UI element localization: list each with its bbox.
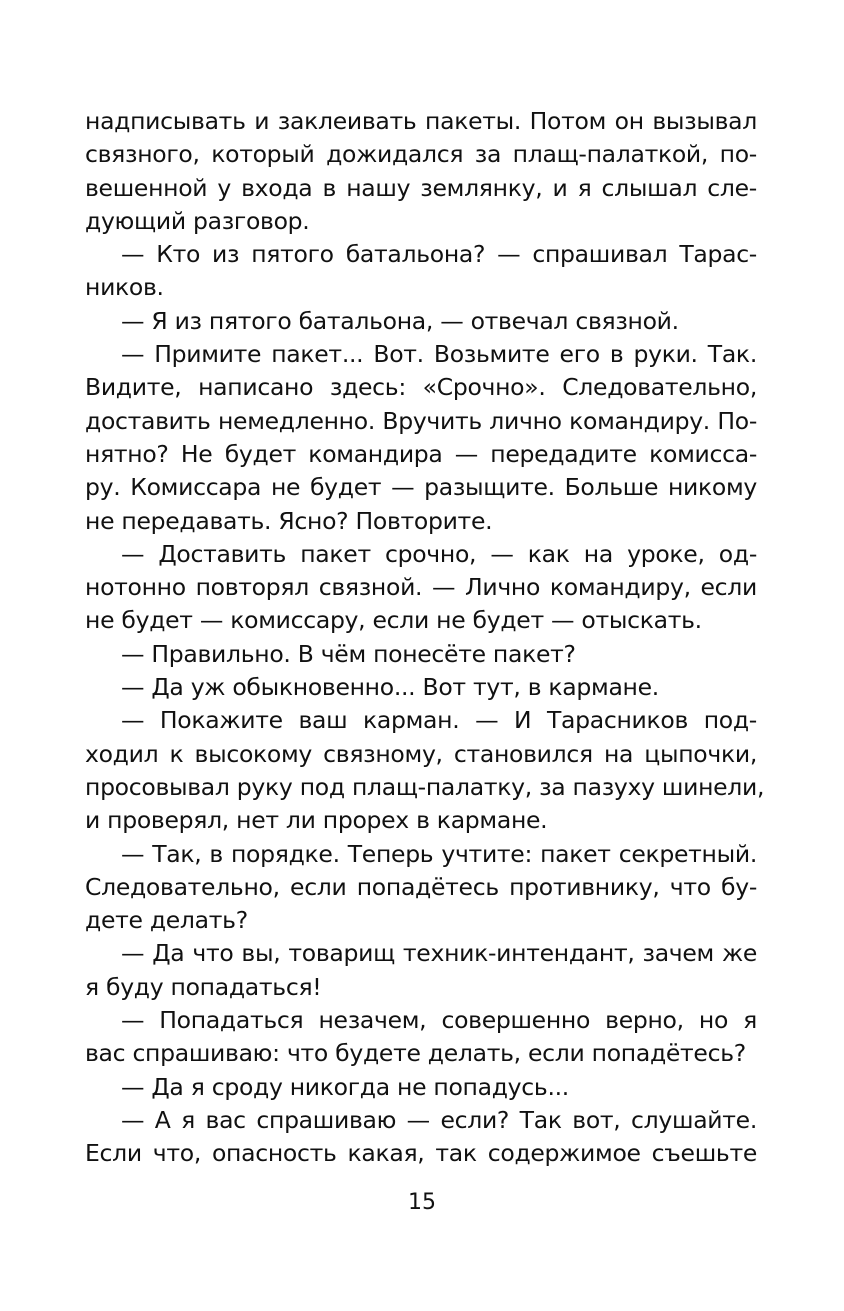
text-line: не передавать. Ясно? Повторите.: [85, 506, 493, 535]
text-line: просовывал руку под плащ-палатку, за пазуху шинели,: [85, 772, 765, 801]
text-line: дующий разговор.: [85, 206, 310, 235]
text-line: Если что, опасность какая, так содержимое съешьте: [85, 1139, 757, 1168]
text-line: — Кто из пятого батальона? — спрашивал Тарас-: [121, 240, 757, 269]
text-line: нятно? Не будет командира — передадите комисса-: [85, 439, 757, 468]
text-line: Следовательно, если попадётесь противнику, что бу-: [85, 872, 757, 901]
text-line: — Доставить пакет срочно, — как на уроке, од-: [121, 539, 757, 568]
text-line: — А я вас спрашиваю — если? Так вот, слушайте.: [121, 1105, 757, 1134]
body-text: [85, 105, 765, 1171]
text-line: — Я из пятого батальона, — отвечал связной.: [121, 306, 679, 335]
text-line: — Примите пакет... Вот. Возьмите его в руки. Так.: [121, 340, 757, 369]
text-line: ходил к высокому связному, становился на цыпочки,: [85, 739, 757, 768]
text-line: надписывать и заклеивать пакеты. Потом он вызывал: [85, 107, 757, 135]
text-line: вешенной у входа в нашу землянку, и я слышал сле-: [85, 173, 757, 202]
text-line: связного, который дожидался за плащ-палаткой, по-: [85, 140, 757, 169]
text-line: — Да что вы, товарищ техник-интендант, зачем же: [121, 939, 757, 968]
text-line: — Правильно. В чём понесёте пакет?: [121, 639, 576, 668]
text-line: ру. Комиссара не будет — разыщите. Больше никому: [85, 473, 757, 502]
text-line: — Так, в порядке. Теперь учтите: пакет секретный.: [121, 839, 757, 868]
text-line: дете делать?: [85, 906, 248, 935]
text-line: — Да я сроду никогда не попадусь...: [121, 1072, 569, 1101]
text-line: я буду попадаться!: [85, 972, 322, 1001]
text-line: не будет — комиссару, если не будет — отыскать.: [85, 606, 702, 635]
text-line: Видите, написано здесь: «Срочно». Следовательно,: [85, 373, 757, 402]
page-number: 15: [408, 1190, 436, 1215]
text-line: нотонно повторял связной. — Лично командиру, если: [85, 573, 757, 602]
text-line: вас спрашиваю: что будете делать, если попадётесь?: [85, 1039, 746, 1068]
text-line: — Покажите ваш карман. — И Тарасников под-: [121, 706, 757, 735]
text-line: доставить немедленно. Вручить лично командиру. По-: [85, 406, 757, 435]
text-line: ников.: [85, 273, 164, 302]
text-line: и проверял, нет ли прорех в кармане.: [85, 806, 548, 835]
text-line: — Да уж обыкновенно... Вот тут, в кармане.: [121, 673, 659, 702]
text-line: — Попадаться незачем, совершенно верно, но я: [121, 1006, 757, 1035]
